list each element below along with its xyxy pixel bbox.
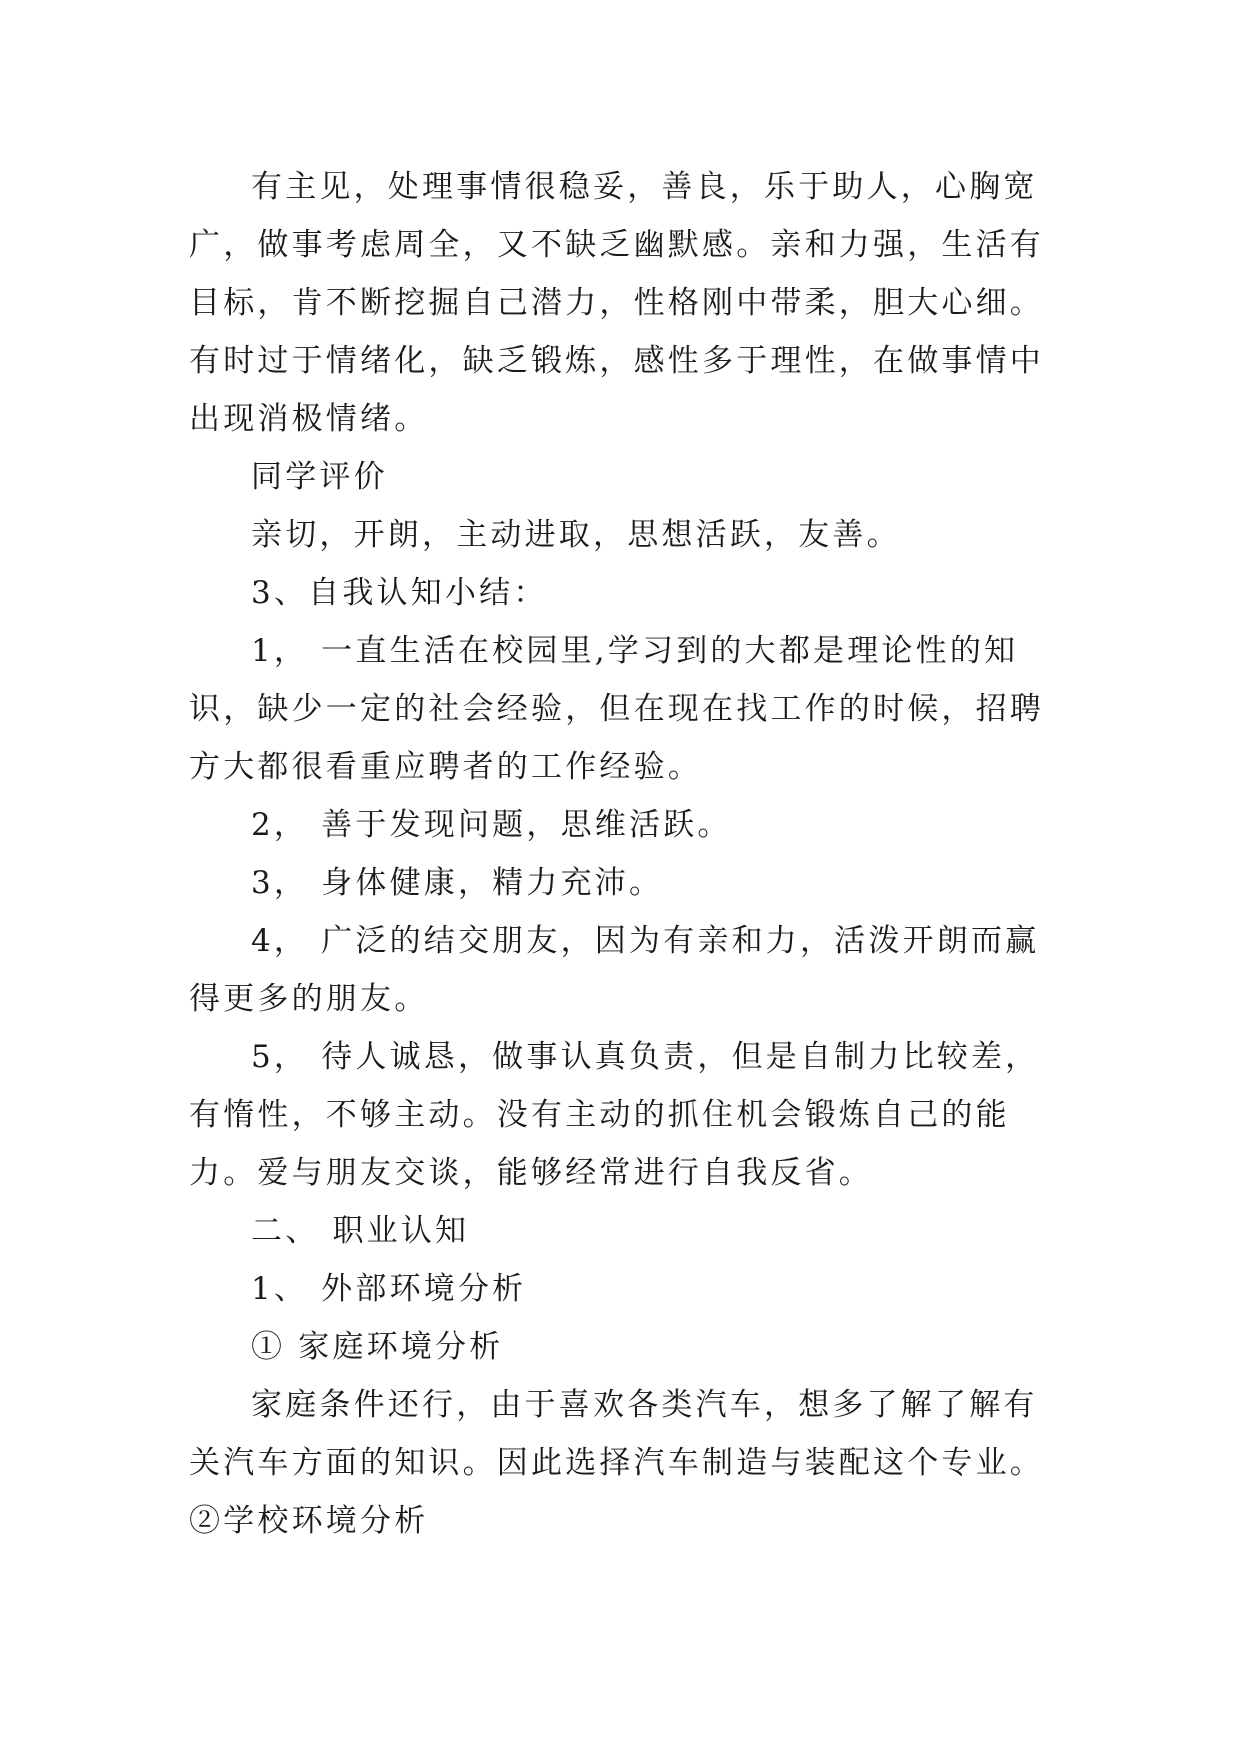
heading-family-environment: ① 家庭环境分析 (251, 1329, 504, 1365)
list-item-5: 5， 待人诚恳，做事认真负责，但是自制力比较差，有惰性，不够主动。没有主动的抓住机会锻炼自己的能力。爱与朋友交谈，能够经常进行自我反省。 (189, 1039, 1040, 1191)
heading-self-cognition-summary: 3、自我认知小结： (251, 575, 548, 611)
heading-external-environment: 1、 外部环境分析 (251, 1271, 527, 1307)
document-body (189, 158, 1057, 1550)
list-item-1: 1， 一直生活在校园里,学习到的大都是理论性的知识，缺少一定的社会经验，但在现在找工作的时候，招聘方大都很看重应聘者的工作经验。 (189, 633, 1044, 785)
list-item-3: 3， 身体健康，精力充沛。 (251, 865, 664, 901)
paragraph-classmate-evaluation: 亲切，开朗，主动进取，思想活跃，友善。 (251, 517, 901, 553)
paragraph-family-environment: 家庭条件还行，由于喜欢各类汽车，想多了解了解有关汽车方面的知识。因此选择汽车制造与装配这个专业。 ②学校环境分析 (189, 1387, 1044, 1539)
heading-classmate-evaluation: 同学评价 (251, 459, 388, 495)
list-item-2: 2， 善于发现问题，思维活跃。 (251, 807, 732, 843)
list-item-4: 4， 广泛的结交朋友，因为有亲和力，活泼开朗而赢得更多的朋友。 (189, 923, 1040, 1017)
heading-career-cognition: 二、 职业认知 (251, 1213, 470, 1249)
paragraph-self-evaluation: 有主见，处理事情很稳妥，善良，乐于助人，心胸宽广，做事考虑周全，又不缺乏幽默感。亲和力强，生活有目标，肯不断挖掘自己潜力，性格刚中带柔，胆大心细。 有时过于情绪化，缺乏锻炼，感性多于理性，在做事情中出现消极情绪。 (189, 169, 1044, 437)
